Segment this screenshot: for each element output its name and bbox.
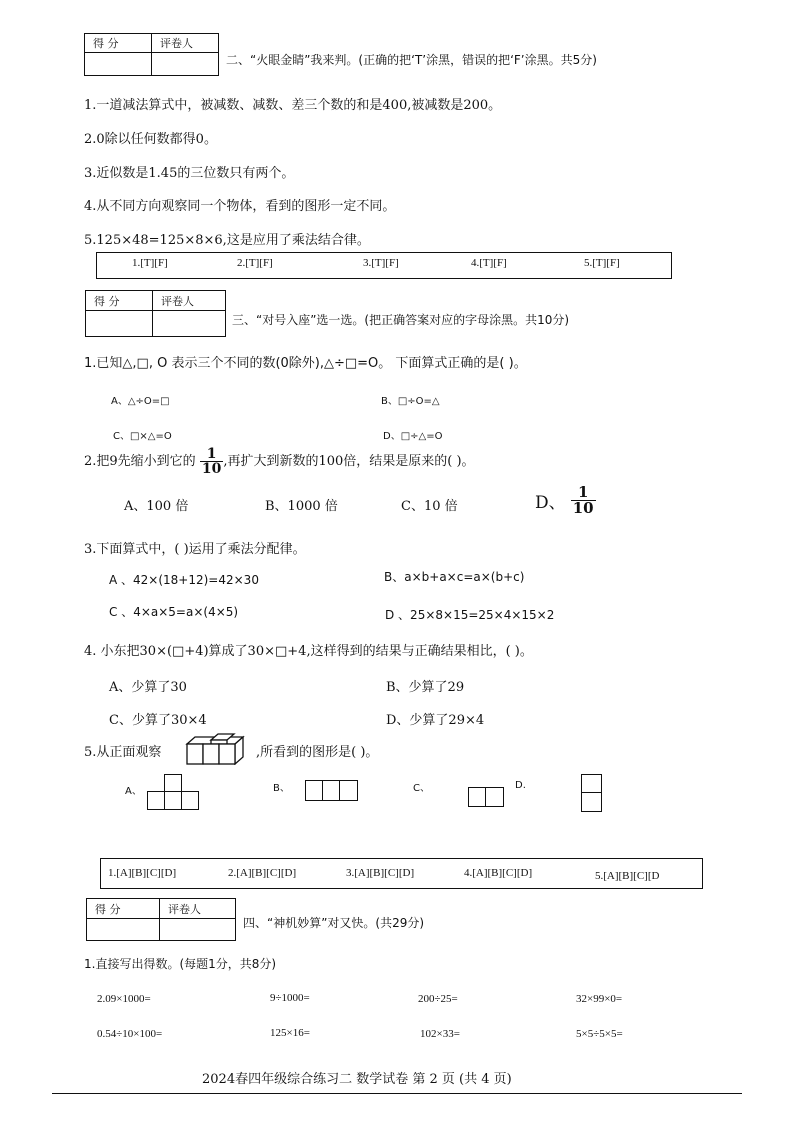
section3-answer-box [100,858,703,889]
q3-option-b[interactable]: B、a×b+a×c=a×(b+c) [384,570,525,584]
section2-item-2: 2.0除以任何数都得0。 [84,132,217,147]
score-cell[interactable] [87,919,160,941]
section4-sub1: 1.直接写出得数。(每题1分，共8分) [84,957,277,971]
score-label: 得 分 [87,899,160,919]
q4-option-c[interactable]: C、少算了30×4 [109,713,207,728]
grader-label: 评卷人 [160,899,236,919]
q1-option-c[interactable]: C、□×△=O [113,431,172,442]
footer-divider [52,1093,742,1094]
q5-option-c-label[interactable]: C、 [413,783,430,794]
square [581,774,602,794]
score-label: 得 分 [85,34,152,53]
q3-stem: 3.下面算式中，( )运用了乘法分配律。 [84,542,306,557]
calc-1: 2.09×1000= [97,993,151,1005]
q2-option-d-fraction [571,485,596,516]
square [164,791,182,810]
answer-option-4[interactable]: 4.[T][F] [471,257,507,269]
section4-title: 四、“神机妙算”对又快。(共29分) [243,916,425,930]
q1-option-b[interactable]: B、□÷O=△ [381,396,440,407]
q2-stem [84,447,475,476]
q3-option-a[interactable]: A 、42×(18+12)=42×30 [109,573,259,587]
calc-4: 32×99×0= [576,993,623,1005]
q4-stem: 4. 小东把30×(□+4)算成了30×□+4,这样得到的结果与正确结果相比，( )。 [84,644,533,659]
grader-cell[interactable] [153,311,226,337]
score-cell[interactable] [85,53,152,76]
score-table-section4 [86,898,236,941]
q4-option-a[interactable]: A、少算了30 [109,680,187,695]
q2-option-a[interactable]: A、100 倍 [124,499,189,514]
section3-title: 三、“对号入座”选一选。(把正确答案对应的字母涂黑。共10分) [232,313,570,327]
q5-stem-post: ,所看到的图形是( )。 [256,745,379,760]
score-table-section2 [84,33,219,76]
calc-5: 0.54÷10×100= [97,1028,163,1040]
answer-option-1[interactable]: 1.[T][F] [132,257,168,269]
q2-option-b[interactable]: B、1000 倍 [265,499,338,514]
section2-title: 二、“火眼金睛”我来判。(正确的把‘T’涂黑，错误的把‘F’涂黑。共5分) [226,53,597,67]
q5-option-b-label[interactable]: B、 [273,783,290,794]
q5-option-c-figure[interactable] [468,787,504,807]
answer-option-2[interactable]: 2.[A][B][C][D] [228,867,297,879]
section2-item-1: 1.一道减法算式中，被减数、减数、差三个数的和是400,被减数是200。 [84,98,502,113]
q1-option-a[interactable]: A、△÷O=□ [111,396,170,407]
q2-option-d-label: D、 [535,493,566,513]
calc-3: 200÷25= [418,993,458,1005]
square [485,787,504,807]
q5-option-d-figure[interactable] [581,774,602,812]
fraction-numerator: 1 [206,446,217,462]
section2-item-3: 3.近似数是1.45的三位数只有两个。 [84,166,295,181]
square [181,791,199,810]
grader-label: 评卷人 [153,291,226,311]
square [147,791,165,810]
cube-stack-figure [185,733,255,765]
q2-fraction [200,447,223,476]
calc-7: 102×33= [420,1028,460,1040]
score-cell[interactable] [86,311,153,337]
q5-option-d-label[interactable]: D. [515,780,526,791]
grader-cell[interactable] [160,919,236,941]
calc-8: 5×5÷5×5= [576,1028,623,1040]
grader-label: 评卷人 [152,34,219,53]
answer-option-5[interactable]: 5.[T][F] [584,257,620,269]
q4-option-b[interactable]: B、少算了29 [386,680,465,695]
q3-option-c[interactable]: C 、4×a×5=a×(4×5) [109,605,239,619]
score-label: 得 分 [86,291,153,311]
fraction-numerator: 1 [577,483,589,501]
q2-stem-pre: 2.把9先缩小到它的 [84,454,196,469]
answer-option-4[interactable]: 4.[A][B][C][D] [464,867,533,879]
calc-6: 125×16= [270,1027,310,1039]
square [581,792,602,812]
q5-stem-pre: 5.从正面观察 [84,745,162,760]
square [339,780,358,801]
q5-option-a-figure[interactable] [147,774,199,810]
q1-stem: 1.已知△,□, O 表示三个不同的数(0除外),△÷□=O。 下面算式正确的是( )。 [84,356,527,371]
answer-option-1[interactable]: 1.[A][B][C][D] [108,867,177,879]
section2-item-5: 5.125×48=125×8×6,这是应用了乘法结合律。 [84,233,370,248]
q2-stem-post: ,再扩大到新数的100倍，结果是原来的( )。 [223,454,475,469]
q5-option-a-label[interactable]: A、 [125,786,142,797]
answer-option-5[interactable]: 5.[A][B][C][D [595,870,660,882]
page-footer: 2024春四年级综合练习二 数学试卷 第 2 页 (共 4 页) [202,1072,512,1087]
q5-option-b-figure[interactable] [305,780,358,801]
q2-option-c[interactable]: C、10 倍 [401,499,458,514]
score-table-section3 [85,290,226,337]
fraction-denominator: 10 [201,461,222,477]
calc-2: 9÷1000= [270,992,310,1004]
grader-cell[interactable] [152,53,219,76]
fraction-denominator: 10 [572,499,594,517]
q4-option-d[interactable]: D、少算了29×4 [386,713,485,728]
answer-option-2[interactable]: 2.[T][F] [237,257,273,269]
answer-option-3[interactable]: 3.[A][B][C][D] [346,867,415,879]
q2-option-d[interactable] [535,485,596,516]
section2-item-4: 4.从不同方向观察同一个物体，看到的图形一定不同。 [84,199,396,214]
answer-option-3[interactable]: 3.[T][F] [363,257,399,269]
q1-option-d[interactable]: D、□÷△=O [383,431,443,442]
q3-option-d[interactable]: D 、25×8×15=25×4×15×2 [385,608,555,622]
section2-answer-box [96,252,672,279]
